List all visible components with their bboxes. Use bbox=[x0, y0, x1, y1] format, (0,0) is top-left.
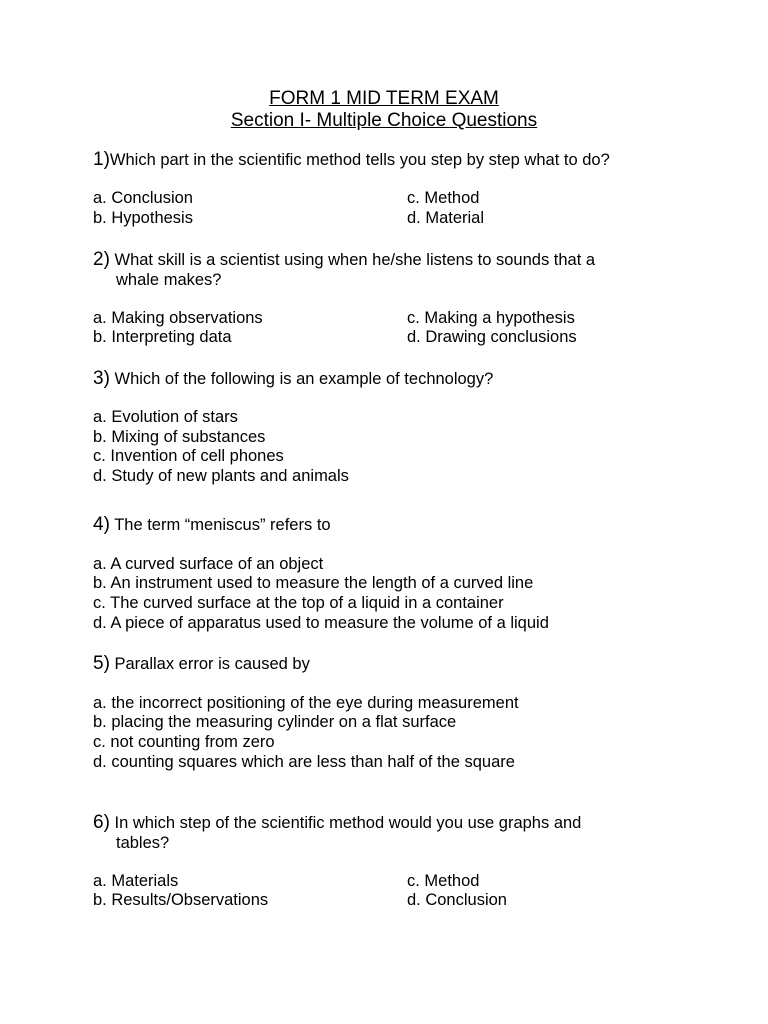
question-text: Which of the following is an example of technology? bbox=[109, 370, 494, 388]
option-c: c. Making a hypothesis bbox=[407, 309, 575, 327]
option-d: d. A piece of apparatus used to measure the volume of a liquid bbox=[93, 614, 549, 632]
question-text-line2: tables? bbox=[116, 833, 170, 852]
question-3 bbox=[93, 369, 493, 390]
question-text: The term “meniscus” refers to bbox=[109, 516, 331, 534]
question-text-line2: whale makes? bbox=[116, 270, 222, 289]
exam-title: FORM 1 MID TERM EXAM bbox=[269, 88, 499, 109]
question-number: 1) bbox=[93, 149, 110, 170]
option-b: b. An instrument used to measure the length of a curved line bbox=[93, 574, 534, 592]
question-2 bbox=[93, 250, 595, 290]
option-c: c. The curved surface at the top of a liquid in a container bbox=[93, 594, 504, 612]
question-number: 3) bbox=[93, 368, 110, 389]
option-a: a. Conclusion bbox=[93, 189, 193, 207]
option-c: c. Method bbox=[407, 872, 480, 890]
option-b: b. Interpreting data bbox=[93, 328, 232, 346]
question-5 bbox=[93, 654, 310, 675]
option-d: d. Material bbox=[407, 209, 485, 227]
option-b: b. Hypothesis bbox=[93, 209, 193, 227]
question-text: Parallax error is caused by bbox=[109, 655, 310, 673]
option-a: a. the incorrect positioning of the eye during measurement bbox=[93, 694, 519, 712]
option-d: d. Conclusion bbox=[407, 891, 507, 909]
question-number: 6) bbox=[93, 812, 110, 833]
option-b: b. Results/Observations bbox=[93, 891, 269, 909]
option-c: c. Invention of cell phones bbox=[93, 447, 284, 465]
question-text-line1: What skill is a scientist using when he/she listens to sounds that a bbox=[109, 251, 596, 269]
option-a: a. A curved surface of an object bbox=[93, 555, 324, 573]
option-d: d. counting squares which are less than half of the square bbox=[93, 753, 515, 771]
section-title: Section I- Multiple Choice Questions bbox=[230, 110, 538, 131]
question-1 bbox=[93, 150, 610, 171]
option-d: d. Study of new plants and animals bbox=[93, 467, 349, 485]
option-a: a. Making observations bbox=[93, 309, 263, 327]
question-number: 2) bbox=[93, 249, 110, 270]
option-b: b. placing the measuring cylinder on a flat surface bbox=[93, 713, 457, 731]
question-number: 4) bbox=[93, 514, 110, 535]
option-a: a. Evolution of stars bbox=[93, 408, 238, 426]
option-c: c. Method bbox=[407, 189, 480, 207]
question-text-line1: In which step of the scientific method would you use graphs and bbox=[109, 814, 582, 832]
option-b: b. Mixing of substances bbox=[93, 428, 266, 446]
question-4 bbox=[93, 515, 331, 536]
question-text: Which part in the scientific method tells you step by step what to do? bbox=[109, 151, 610, 169]
option-c: c. not counting from zero bbox=[93, 733, 275, 751]
option-a: a. Materials bbox=[93, 872, 179, 890]
question-number: 5) bbox=[93, 653, 110, 674]
question-6 bbox=[93, 813, 581, 853]
option-d: d. Drawing conclusions bbox=[407, 328, 577, 346]
